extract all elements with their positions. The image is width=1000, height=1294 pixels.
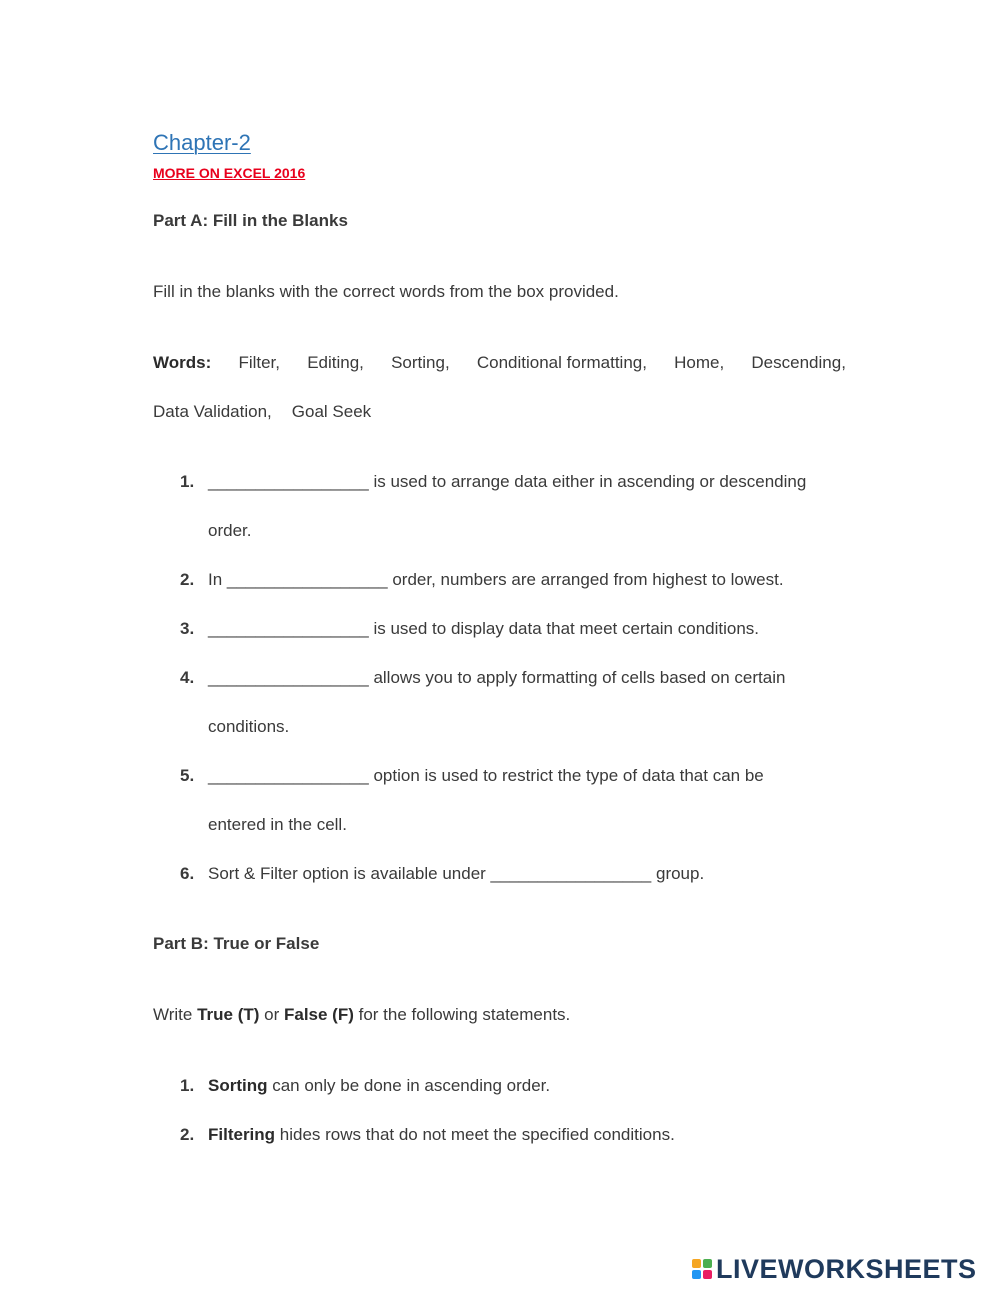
statement-rest: can only be done in ascending order.	[267, 1076, 551, 1095]
statement-rest: hides rows that do not meet the specified conditions.	[275, 1125, 675, 1144]
question-text: _________________ is used to display data that meet certain conditions.	[208, 619, 760, 638]
instruction-text: or	[259, 1005, 284, 1024]
question-text: _________________ option is used to restrict the type of data that can be	[208, 766, 764, 785]
logo-block	[703, 1270, 712, 1279]
statement-keyword: Filtering	[208, 1125, 276, 1144]
instruction-text: Write	[153, 1005, 198, 1024]
question-number: 2.	[180, 570, 195, 589]
question-number: 4.	[180, 668, 195, 687]
part-a-heading: Part A: Fill in the Blanks	[153, 211, 348, 230]
part-b-instruction	[153, 1005, 570, 1025]
word-box-line-2	[153, 402, 371, 422]
word-item: Editing,	[307, 353, 364, 372]
word-item: Conditional formatting,	[476, 353, 647, 372]
chapter-title: Chapter-2	[153, 130, 251, 155]
logo-block	[703, 1259, 712, 1268]
part-a-instruction: Fill in the blanks with the correct words from the box provided.	[153, 282, 619, 301]
part-b-heading: Part B: True or False	[153, 934, 320, 953]
question-text: _________________ is used to arrange data either in ascending or descending	[208, 472, 807, 491]
question-text-cont: order.	[208, 521, 252, 540]
statement-keyword: Sorting	[208, 1076, 268, 1095]
question-number: 1.	[180, 472, 195, 491]
words-label: Words:	[153, 353, 212, 372]
question-text-cont: entered in the cell.	[208, 815, 347, 834]
instruction-text: for the following statements.	[353, 1005, 571, 1024]
question-text-cont: conditions.	[208, 717, 290, 736]
word-item: Data Validation,	[153, 402, 272, 421]
instruction-true: True (T)	[197, 1005, 260, 1024]
liveworksheets-logo	[692, 1252, 977, 1286]
question-text: _________________ allows you to apply formatting of cells based on certain	[208, 668, 786, 687]
logo-block	[692, 1259, 701, 1268]
statement-text	[208, 1125, 675, 1145]
question-number: 2.	[180, 1125, 195, 1144]
question-text: In _________________ order, numbers are arranged from highest to lowest.	[208, 570, 784, 589]
question-number: 1.	[180, 1076, 195, 1095]
logo-blocks-icon	[692, 1259, 712, 1279]
question-number: 3.	[180, 619, 195, 638]
word-item: Goal Seek	[291, 402, 372, 421]
word-item: Descending,	[751, 353, 846, 372]
question-number: 6.	[180, 864, 195, 883]
word-box-line-1	[153, 353, 846, 373]
logo-block	[692, 1270, 701, 1279]
question-number: 5.	[180, 766, 195, 785]
chapter-subtitle: MORE ON EXCEL 2016	[153, 165, 306, 181]
question-text: Sort & Filter option is available under _________________ group.	[208, 864, 705, 883]
logo-text: LIVEWORKSHEETS	[716, 1253, 977, 1284]
word-item: Filter,	[238, 353, 280, 372]
statement-text	[208, 1076, 550, 1096]
word-item: Home,	[674, 353, 725, 372]
instruction-false: False (F)	[283, 1005, 354, 1024]
word-item: Sorting,	[391, 353, 450, 372]
